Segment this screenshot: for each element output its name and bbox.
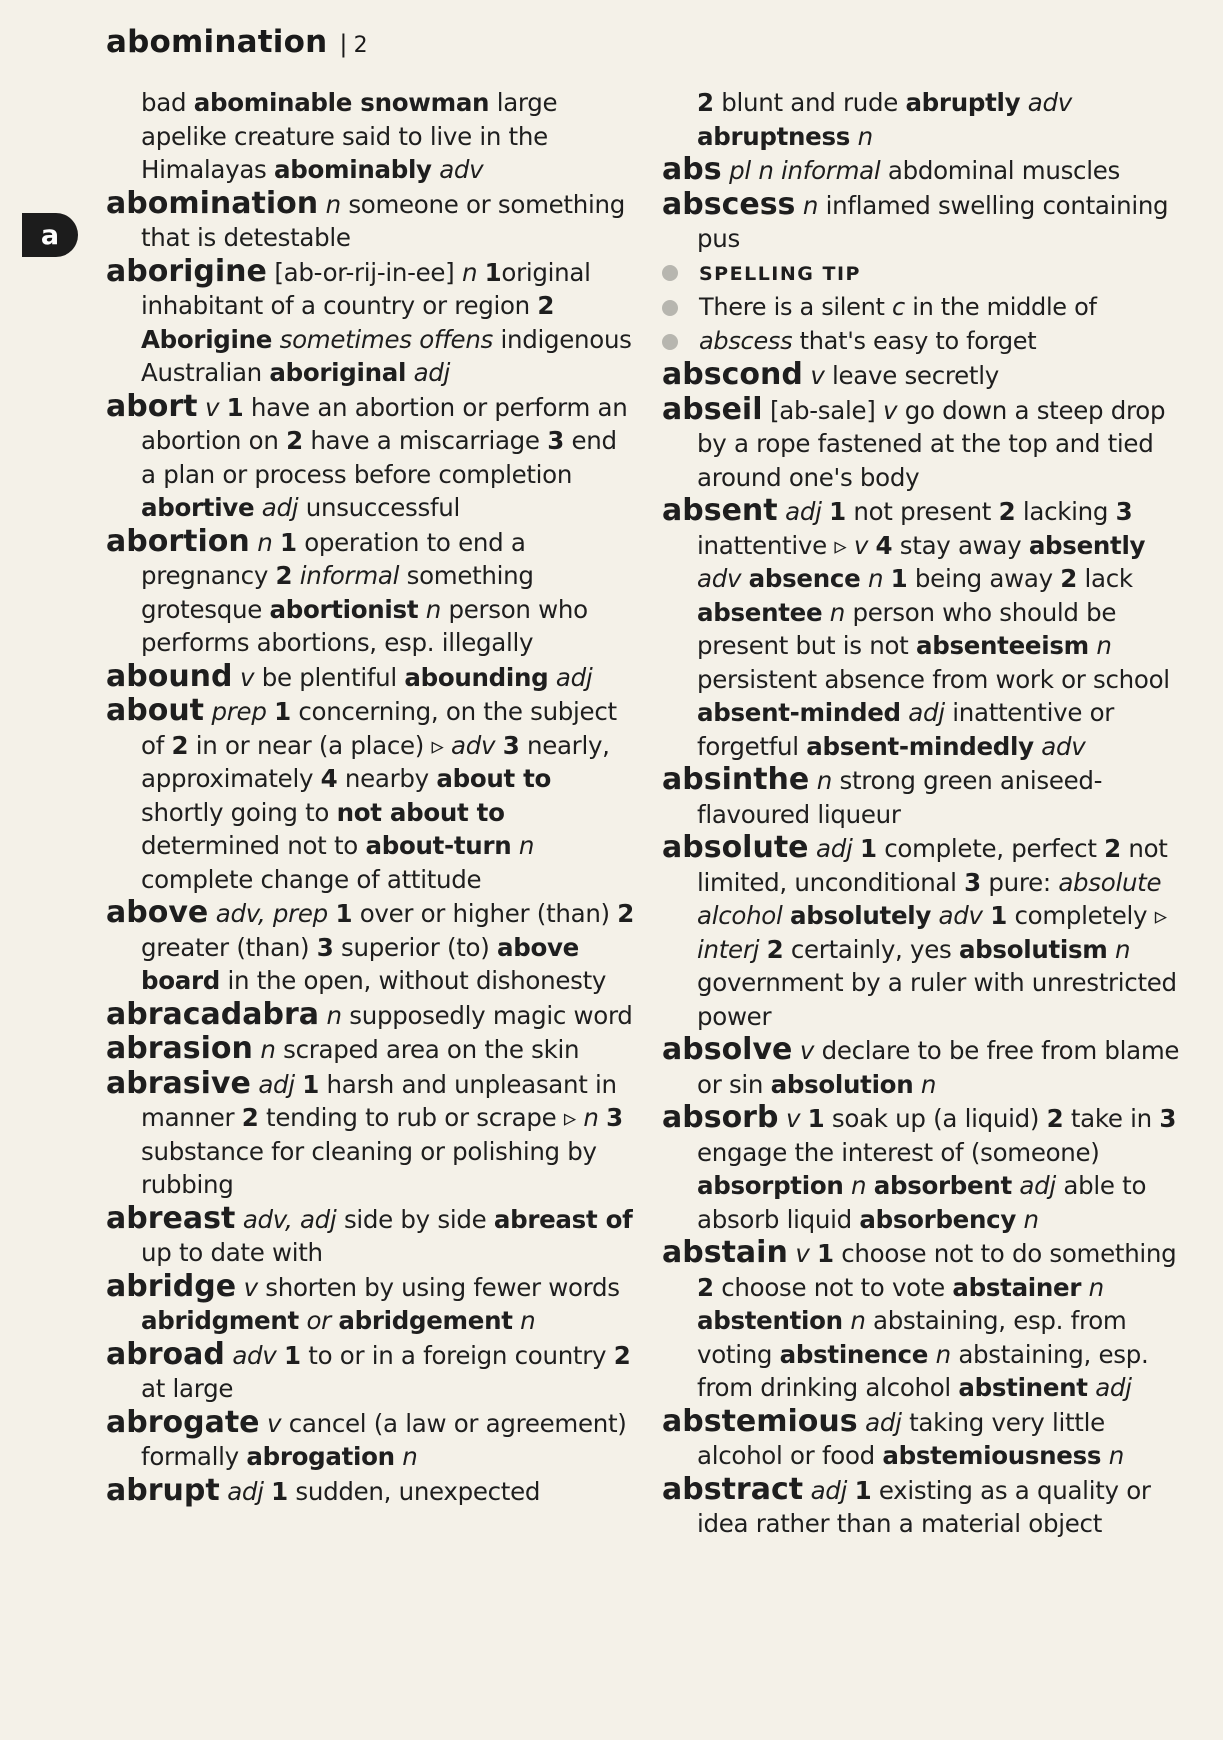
entry-abstemious: abstemious adj taking very little alcohol or food abstemiousness n: [662, 1403, 1124, 1470]
headword: abridge: [106, 1268, 237, 1304]
entry-abseil: abseil [ab-sale] v go down a steep drop by a rope fastened at the top and tied around one's body: [662, 391, 1166, 492]
running-header: [106, 24, 368, 60]
left-column: [106, 86, 636, 1508]
headword: abstract: [662, 1471, 804, 1507]
headword: aborigine: [106, 253, 267, 289]
headword: above: [106, 895, 209, 930]
entry-absent: absent adj 1 not present 2 lacking 3 inattentive ▹ v 4 stay away absently adv absence n 1 being away 2 lack absentee n person who should be present but is not absenteeism n persistent absence from work or school absent-minded adj inattentive or forgetful absent-mindedly adv: [662, 493, 1170, 761]
headword: abound: [106, 658, 233, 694]
entry-abort: abort v 1 have an abortion or perform an abortion on 2 have a miscarriage 3 end a plan or process before completion abortive adj unsuccessful: [106, 388, 628, 522]
headword: abrogate: [106, 1404, 260, 1440]
tip-bullet-icon: [662, 334, 678, 350]
entry-abscond: abscond v leave secretly: [662, 357, 999, 392]
entry-absinthe: absinthe n strong green aniseed-flavoured liqueur: [662, 762, 1103, 829]
entry-abound: abound v be plentiful abounding adj: [106, 658, 593, 694]
entry-continued: 2 blunt and rude abruptly adv abruptness n: [697, 88, 1072, 151]
tip-bullet-icon: [662, 265, 678, 281]
entry-abscess: abscess n inflamed swelling containing pus: [662, 186, 1169, 253]
headword: abroad: [106, 1336, 225, 1372]
entry-about: about prep 1 concerning, on the subject of 2 in or near (a place) ▹ adv 3 nearly, approximately 4 nearby about to shortly going to not about to determined not to about-turn n complete change of attitude: [106, 693, 617, 894]
page-number: 2: [353, 33, 368, 58]
entry-abstain: abstain v 1 choose not to do something 2 choose not to vote abstainer n abstention n abstaining, esp. from voting abstinence n abstaining, esp. from drinking alcohol abstinent adj: [662, 1235, 1177, 1402]
headword: absolute: [662, 830, 809, 865]
headword: abstemious: [662, 1403, 858, 1439]
spelling-tip: [662, 256, 1192, 292]
headword: abreast: [106, 1200, 236, 1236]
entry-aborigine: aborigine [ab-or-rij-in-ee] n 1original inhabitant of a country or region 2 Aborigine sometimes offens indigenous Australian aboriginal adj: [106, 253, 632, 387]
headword: abracadabra: [106, 996, 320, 1032]
entry-abroad: abroad adv 1 to or in a foreign country 2 at large: [106, 1336, 631, 1403]
headword: abortion: [106, 523, 250, 559]
headword: abrasion: [106, 1031, 253, 1066]
entry-abrasive: abrasive adj 1 harsh and unpleasant in manner 2 tending to rub or scrape ▹ n 3 substance for cleaning or polishing by rubbing: [106, 1065, 623, 1199]
headword: abrupt: [106, 1472, 220, 1508]
thumb-index-tab: [22, 213, 78, 257]
spelling-tip-title: SPELLING TIP: [699, 262, 861, 285]
headword: absinthe: [662, 762, 810, 797]
entry-absolute: absolute adj 1 complete, perfect 2 not limited, unconditional 3 pure: absolute alcohol absolutely adv 1 completely ▹ interj 2 certainly, yes absolutism n government by a ruler with unrestricted power: [662, 830, 1177, 1031]
entry-continued: bad abominable snowman large apelike creature said to live in the Himalayas abominably adv: [141, 88, 558, 184]
entry-abstract: abstract adj 1 existing as a quality or idea rather than a material object: [662, 1471, 1151, 1538]
entry-abrupt: abrupt adj 1 sudden, unexpected: [106, 1472, 541, 1508]
headword: abstain: [662, 1235, 788, 1270]
entry-abracadabra: abracadabra n supposedly magic word: [106, 996, 633, 1032]
entry-abrasion: abrasion n scraped area on the skin: [106, 1031, 580, 1066]
entry-above: above adv, prep 1 over or higher (than) 2 greater (than) 3 superior (to) above board in the open, without dishonesty: [106, 895, 635, 995]
entry-abs: abs pl n informal abdominal muscles: [662, 152, 1120, 187]
header-word: abomination: [106, 24, 328, 60]
entry-abortion: abortion n 1 operation to end a pregnancy 2 informal something grotesque abortionist n person who performs abortions, esp. illegally: [106, 523, 588, 657]
thumb-index-letter: a: [40, 219, 60, 251]
headword: absent: [662, 493, 778, 528]
headword: absolve: [662, 1032, 793, 1067]
right-column: [662, 86, 1192, 1541]
headword: abscess: [662, 186, 796, 222]
headword: abscond: [662, 357, 803, 392]
headword: absorb: [662, 1100, 779, 1135]
headword: abseil: [662, 391, 763, 427]
headword: about: [106, 693, 205, 728]
spelling-tip-body: There is a silent c in the middle of abscess that's easy to forget: [662, 291, 1192, 358]
entry-abomination: abomination n someone or something that is detestable: [106, 185, 625, 252]
entry-absorb: absorb v 1 soak up (a liquid) 2 take in 3 engage the interest of (someone) absorption n absorbent adj able to absorb liquid absorbency n: [662, 1100, 1177, 1234]
entry-abrogate: abrogate v cancel (a law or agreement) formally abrogation n: [106, 1404, 627, 1471]
headword: abomination: [106, 185, 319, 221]
headword: abrasive: [106, 1065, 251, 1101]
entry-abreast: abreast adv, adj side by side abreast of up to date with: [106, 1200, 633, 1267]
headword: abs: [662, 152, 722, 187]
headword: abort: [106, 388, 198, 424]
entry-abridge: abridge v shorten by using fewer words abridgment or abridgement n: [106, 1268, 620, 1335]
entry-absolve: absolve v declare to be free from blame or sin absolution n: [662, 1032, 1180, 1099]
header-separator: |: [339, 30, 348, 58]
tip-bullet-icon: [662, 300, 678, 316]
